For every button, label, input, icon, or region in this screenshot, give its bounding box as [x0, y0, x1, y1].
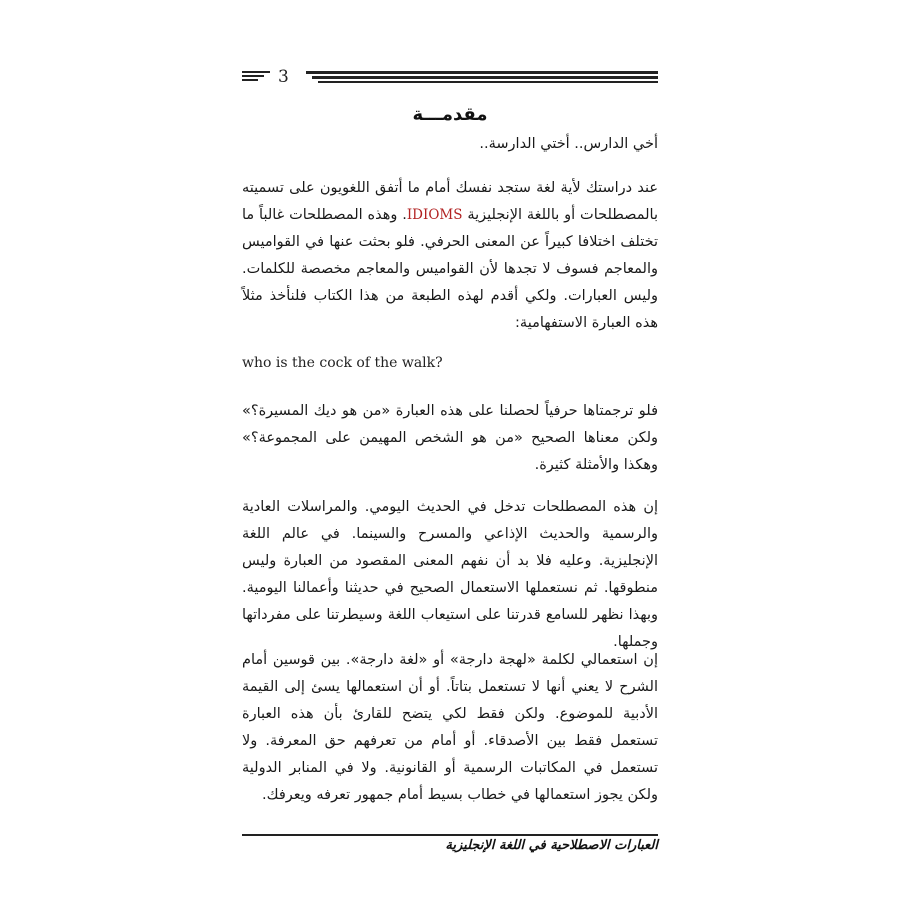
paragraph-translation: فلو ترجمتاها حرفياً لحصلنا على هذه العبارة «من هو ديك المسيرة؟» ولكن معناها الصحيح «من هو الشخص المهيمن على المجموعة؟» وهكذا والأمثلة كثيرة. [242, 403, 658, 473]
idioms-keyword: IDIOMS [406, 207, 463, 223]
paragraph-intro [242, 175, 658, 337]
greeting-line: أخي الدارس.. أختي الدارسة.. [479, 136, 658, 152]
page-number: 3 [278, 67, 289, 87]
example-phrase: who is the cock of the walk? [242, 355, 443, 371]
paragraph-intro-part2: . وهذه المصطلحات غالباً ما تختلف اختلافا كبيراً عن المعنى الحرفي. فلو بحثت عنها في القواميس والمعاجم فسوف لا تجدها لأن القواميس والمعاجم مخصصة للكلمات. وليس العبارات. ولكي أقدم لهذه الطبعة من هذا الكتاب فلنأخذ مثلاً هذه العبارة الاستفهامية: [242, 207, 658, 331]
paragraph-colloquial: إن استعمالي لكلمة «لهجة دارجة» أو «لغة دارجة». بين قوسين أمام الشرح لا يعني أنها لا تستعمل بتاتاً. أو أن استعمالها يسئ إلى القيمة الأدبية للموضوع. ولكن فقط لكي يتضح للقارئ بأن هذه العبارة تستعمل فقط بين الأصدقاء. أو أمام من تعرفهم حق المعرفة. ولا تستعمل في المكاتبات الرسمية أو القانونية. ولا في المنابر الدولية ولكن يجوز استعمالها في خطاب بسيط أمام جمهور تعرفه ويعرفك. [242, 652, 658, 803]
paragraph-usage: إن هذه المصطلحات تدخل في الحديث اليومي. والمراسلات العادية والرسمية والحديث الإذاعي والمسرح والسينما. في عالم اللغة الإنجليزية. وعليه فلا بد أن نفهم المعنى المقصود من العبارة وليس منطوقها. ثم نستعملها الاستعمال الصحيح في حديثنا وأعمالنا اليومية. وبهذا نظهر للسامع قدرتنا على استيعاب اللغة وسيطرتنا على مفرداتها وجملها. [242, 499, 658, 650]
header-left-rule [242, 71, 270, 85]
footer-rule [242, 834, 658, 836]
chapter-title: مقدمـــة [412, 104, 488, 125]
paragraph-intro-part1: عند دراستك لأية لغة ستجد نفسك أمام ما أتفق اللغويون على تسميته بالمصطلحات أو باللغة الإنجليزية [242, 180, 659, 223]
running-header [242, 68, 658, 88]
footer-book-title: العبارات الاصطلاحية في اللغة الإنجليزية [445, 838, 658, 853]
header-right-rule [306, 71, 658, 85]
